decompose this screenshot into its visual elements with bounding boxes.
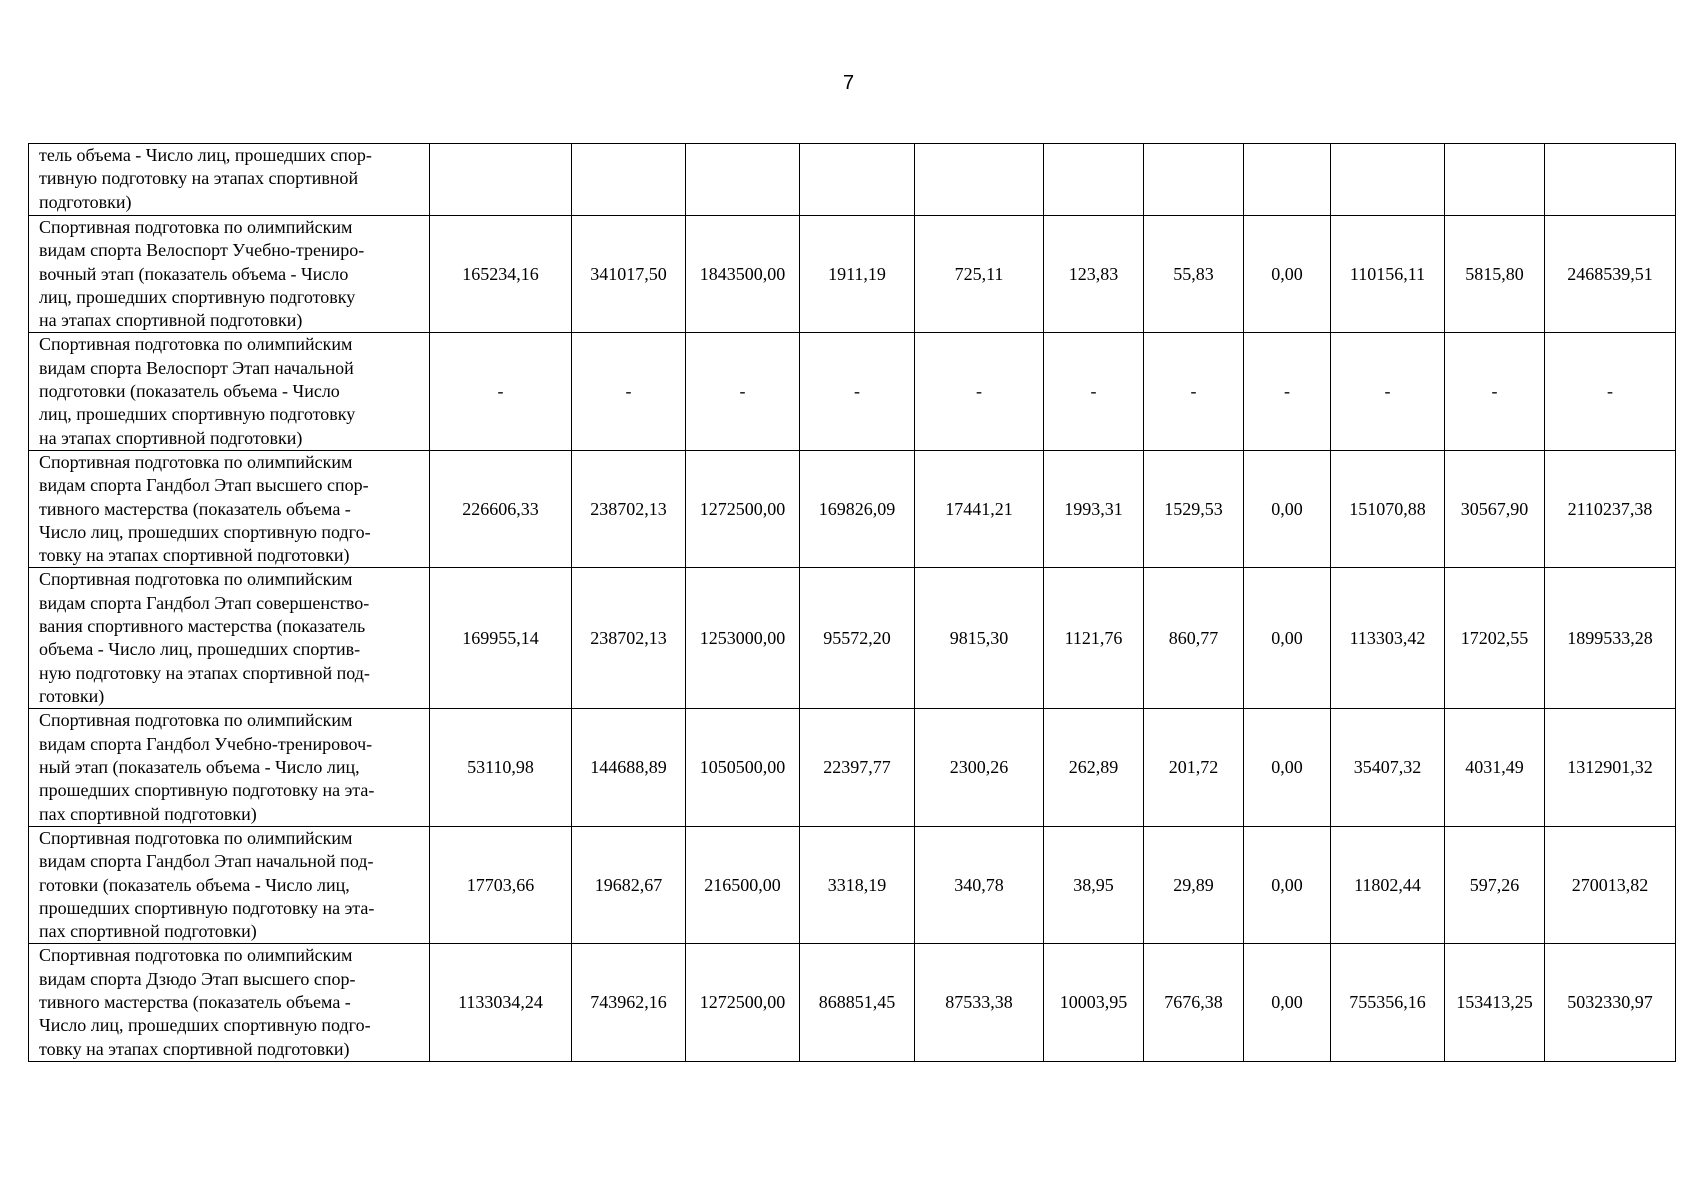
row-description-cell bbox=[29, 826, 430, 943]
value-cell: 113303,42 bbox=[1331, 568, 1445, 709]
value-cell: 262,89 bbox=[1044, 709, 1144, 826]
value-cell: 238702,13 bbox=[572, 568, 686, 709]
value-cell: 0,00 bbox=[1244, 944, 1331, 1061]
row-description-line: тивную подготовку на этапах спортивной bbox=[39, 168, 359, 189]
row-description-line: видам спорта Дзюдо Этап высшего спор- bbox=[39, 968, 356, 989]
row-description-cell bbox=[29, 568, 430, 709]
table-row bbox=[29, 216, 1676, 333]
value-cell: 55,83 bbox=[1144, 216, 1244, 333]
row-description-line: подготовки) bbox=[39, 191, 132, 212]
row-description-line: видам спорта Велоспорт Учебно-трениро- bbox=[39, 240, 365, 261]
row-description-cell bbox=[29, 450, 430, 567]
row-description-line: вания спортивного мастерства (показатель bbox=[39, 616, 366, 637]
value-cell: 17202,55 bbox=[1445, 568, 1545, 709]
row-description-line: видам спорта Гандбол Этап совершенство- bbox=[39, 592, 370, 613]
row-description-line: готовки) bbox=[39, 685, 105, 706]
row-description-line: Спортивная подготовка по олимпийским bbox=[39, 569, 353, 590]
value-cell: 153413,25 bbox=[1445, 944, 1545, 1061]
row-description-cell bbox=[29, 944, 430, 1061]
row-description-line: видам спорта Гандбол Этап начальной под- bbox=[39, 851, 374, 872]
value-cell: 5032330,97 bbox=[1545, 944, 1676, 1061]
value-cell: 17441,21 bbox=[915, 450, 1044, 567]
value-cell: 1121,76 bbox=[1044, 568, 1144, 709]
value-cell: 860,77 bbox=[1144, 568, 1244, 709]
row-description-line: Число лиц, прошедших спортивную подго- bbox=[39, 521, 371, 542]
value-cell: 0,00 bbox=[1244, 568, 1331, 709]
value-cell: 1899533,28 bbox=[1545, 568, 1676, 709]
row-description-cell bbox=[29, 144, 430, 216]
value-cell: 1133034,24 bbox=[430, 944, 572, 1061]
value-cell: 9815,30 bbox=[915, 568, 1044, 709]
table-row bbox=[29, 826, 1676, 943]
value-cell bbox=[800, 144, 915, 216]
row-description-line: тивного мастерства (показатель объема - bbox=[39, 992, 351, 1013]
row-description-line: видам спорта Гандбол Учебно-тренировоч- bbox=[39, 733, 373, 754]
value-cell: - bbox=[1545, 333, 1676, 450]
value-cell: - bbox=[1331, 333, 1445, 450]
value-cell bbox=[915, 144, 1044, 216]
row-description-line: тель объема - Число лиц, прошедших спор- bbox=[39, 145, 372, 165]
value-cell: 226606,33 bbox=[430, 450, 572, 567]
value-cell: - bbox=[430, 333, 572, 450]
value-cell: 169955,14 bbox=[430, 568, 572, 709]
value-cell: - bbox=[800, 333, 915, 450]
row-description-line: товку на этапах спортивной подготовки) bbox=[39, 1038, 350, 1059]
value-cell bbox=[430, 144, 572, 216]
row-description-line: лиц, прошедших спортивную подготовку bbox=[39, 404, 356, 425]
value-cell: 11802,44 bbox=[1331, 826, 1445, 943]
value-cell: - bbox=[1244, 333, 1331, 450]
value-cell: 35407,32 bbox=[1331, 709, 1445, 826]
value-cell: - bbox=[1044, 333, 1144, 450]
table-row bbox=[29, 144, 1676, 216]
value-cell: 10003,95 bbox=[1044, 944, 1144, 1061]
value-cell: 1993,31 bbox=[1044, 450, 1144, 567]
value-cell: 238702,13 bbox=[572, 450, 686, 567]
value-cell: 201,72 bbox=[1144, 709, 1244, 826]
row-description-line: вочный этап (показатель объема - Число bbox=[39, 263, 349, 284]
value-cell bbox=[1545, 144, 1676, 216]
row-description-line: Спортивная подготовка по олимпийским bbox=[39, 217, 353, 237]
row-description-line: объема - Число лиц, прошедших спортив- bbox=[39, 639, 361, 660]
value-cell: 0,00 bbox=[1244, 826, 1331, 943]
row-description-line: ный этап (показатель объема - Число лиц, bbox=[39, 757, 360, 778]
value-cell: - bbox=[1445, 333, 1545, 450]
value-cell: 29,89 bbox=[1144, 826, 1244, 943]
row-description-line: пах спортивной подготовки) bbox=[39, 803, 257, 824]
value-cell: 38,95 bbox=[1044, 826, 1144, 943]
value-cell: 1272500,00 bbox=[686, 450, 800, 567]
value-cell: 19682,67 bbox=[572, 826, 686, 943]
row-description-line: товку на этапах спортивной подготовки) bbox=[39, 545, 350, 566]
row-description-line: пах спортивной подготовки) bbox=[39, 921, 257, 942]
value-cell: 868851,45 bbox=[800, 944, 915, 1061]
row-description-line: видам спорта Велоспорт Этап начальной bbox=[39, 357, 354, 378]
row-description-line: на этапах спортивной подготовки) bbox=[39, 310, 303, 331]
row-description-line: на этапах спортивной подготовки) bbox=[39, 427, 303, 448]
row-description-line: подготовки (показатель объема - Число bbox=[39, 381, 340, 402]
value-cell: 7676,38 bbox=[1144, 944, 1244, 1061]
row-description-line: готовки (показатель объема - Число лиц, bbox=[39, 874, 350, 895]
value-cell bbox=[1331, 144, 1445, 216]
table-row bbox=[29, 568, 1676, 709]
table-row bbox=[29, 450, 1676, 567]
value-cell: 169826,09 bbox=[800, 450, 915, 567]
table-row bbox=[29, 944, 1676, 1061]
value-cell bbox=[686, 144, 800, 216]
value-cell: 1253000,00 bbox=[686, 568, 800, 709]
value-cell: 144688,89 bbox=[572, 709, 686, 826]
value-cell: 216500,00 bbox=[686, 826, 800, 943]
value-cell: 0,00 bbox=[1244, 216, 1331, 333]
value-cell bbox=[1044, 144, 1144, 216]
value-cell: 0,00 bbox=[1244, 450, 1331, 567]
value-cell: 17703,66 bbox=[430, 826, 572, 943]
value-cell: 4031,49 bbox=[1445, 709, 1545, 826]
row-description-line: Спортивная подготовка по олимпийским bbox=[39, 827, 353, 848]
value-cell: 53110,98 bbox=[430, 709, 572, 826]
value-cell: 22397,77 bbox=[800, 709, 915, 826]
row-description-line: Число лиц, прошедших спортивную подго- bbox=[39, 1015, 371, 1036]
value-cell: 2300,26 bbox=[915, 709, 1044, 826]
value-cell: 1272500,00 bbox=[686, 944, 800, 1061]
value-cell bbox=[1244, 144, 1331, 216]
value-cell: 1050500,00 bbox=[686, 709, 800, 826]
row-description-line: видам спорта Гандбол Этап высшего спор- bbox=[39, 475, 369, 496]
value-cell: 5815,80 bbox=[1445, 216, 1545, 333]
value-cell: 1843500,00 bbox=[686, 216, 800, 333]
value-cell bbox=[572, 144, 686, 216]
budget-table bbox=[28, 143, 1676, 1062]
row-description-line: Спортивная подготовка по олимпийским bbox=[39, 334, 353, 355]
value-cell: 2110237,38 bbox=[1545, 450, 1676, 567]
value-cell: - bbox=[686, 333, 800, 450]
row-description-line: прошедших спортивную подготовку на эта- bbox=[39, 780, 375, 801]
value-cell: 340,78 bbox=[915, 826, 1044, 943]
row-description-cell bbox=[29, 709, 430, 826]
value-cell: 341017,50 bbox=[572, 216, 686, 333]
value-cell bbox=[1445, 144, 1545, 216]
value-cell: 87533,38 bbox=[915, 944, 1044, 1061]
value-cell: 165234,16 bbox=[430, 216, 572, 333]
page-number: 7 bbox=[842, 72, 855, 94]
value-cell: 270013,82 bbox=[1545, 826, 1676, 943]
row-description-line: прошедших спортивную подготовку на эта- bbox=[39, 897, 375, 918]
value-cell: - bbox=[915, 333, 1044, 450]
row-description-line: Спортивная подготовка по олимпийским bbox=[39, 945, 353, 966]
row-description-line: лиц, прошедших спортивную подготовку bbox=[39, 286, 356, 307]
value-cell: 755356,16 bbox=[1331, 944, 1445, 1061]
value-cell: 743962,16 bbox=[572, 944, 686, 1061]
row-description-line: тивного мастерства (показатель объема - bbox=[39, 498, 351, 519]
row-description-line: Спортивная подготовка по олимпийским bbox=[39, 451, 353, 472]
value-cell: 1312901,32 bbox=[1545, 709, 1676, 826]
value-cell: 0,00 bbox=[1244, 709, 1331, 826]
value-cell: 597,26 bbox=[1445, 826, 1545, 943]
value-cell: 95572,20 bbox=[800, 568, 915, 709]
value-cell: - bbox=[572, 333, 686, 450]
value-cell: 151070,88 bbox=[1331, 450, 1445, 567]
value-cell: - bbox=[1144, 333, 1244, 450]
value-cell: 110156,11 bbox=[1331, 216, 1445, 333]
value-cell: 123,83 bbox=[1044, 216, 1144, 333]
row-description-line: ную подготовку на этапах спортивной под- bbox=[39, 662, 370, 683]
value-cell bbox=[1144, 144, 1244, 216]
value-cell: 1529,53 bbox=[1144, 450, 1244, 567]
value-cell: 725,11 bbox=[915, 216, 1044, 333]
row-description-cell bbox=[29, 216, 430, 333]
row-description-line: Спортивная подготовка по олимпийским bbox=[39, 710, 353, 731]
table-row bbox=[29, 333, 1676, 450]
value-cell: 3318,19 bbox=[800, 826, 915, 943]
row-description-cell bbox=[29, 333, 430, 450]
value-cell: 30567,90 bbox=[1445, 450, 1545, 567]
value-cell: 1911,19 bbox=[800, 216, 915, 333]
value-cell: 2468539,51 bbox=[1545, 216, 1676, 333]
table-row bbox=[29, 709, 1676, 826]
